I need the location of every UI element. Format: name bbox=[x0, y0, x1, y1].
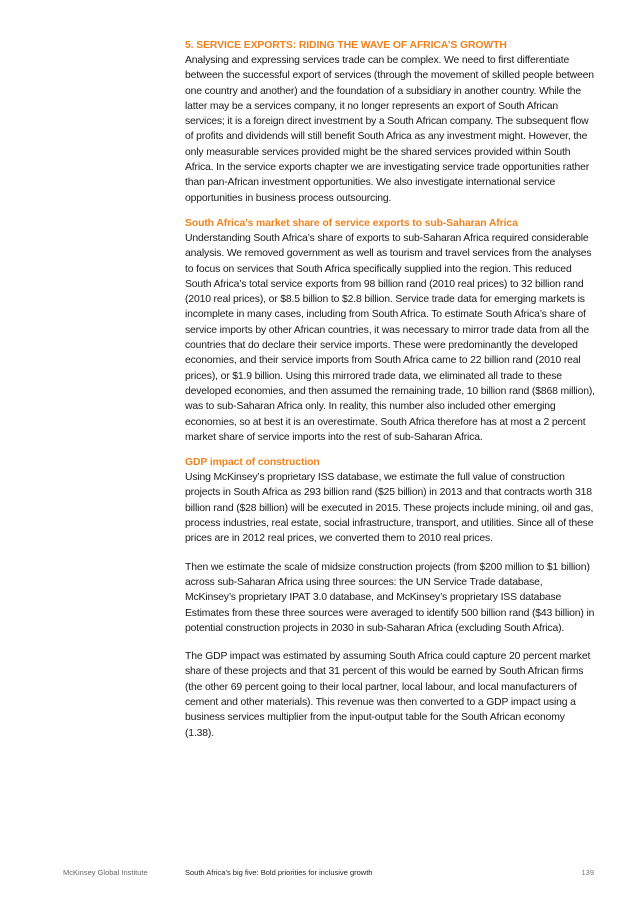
section-paragraph: Using McKinsey’s proprietary ISS database, we estimate the full value of construction projects in South Africa as 293 billion rand ($25 billion) in 2013 and that contracts worth 318 billion rand ($28 billion) will be executed in 2015. These projects include mining, oil and gas, process industries, real estate, social infrastructure, transport, and utilities. Since all of these prices are in 2012 real prices, we converted them to 2010 real prices. bbox=[185, 472, 594, 545]
section-heading-gdp-impact: GDP impact of construction bbox=[185, 457, 320, 469]
footer-report-title: South Africa’s big five: Bold priorities for inclusive growth bbox=[185, 868, 373, 877]
paragraph-spacer bbox=[185, 547, 595, 560]
section-heading-service-exports: 5. SERVICE EXPORTS: RIDING THE WAVE OF AFRICA’S GROWTH bbox=[185, 40, 507, 51]
footer-publisher: McKinsey Global Institute bbox=[63, 868, 148, 877]
section-heading-market-share: South Africa’s market share of service exports to sub-Saharan Africa bbox=[185, 217, 518, 229]
section-spacer bbox=[185, 445, 595, 455]
section-paragraph: Understanding South Africa’s share of exports to sub-Saharan Africa required considerable analysis. We removed government as well as tourism and travel services from the analyses to focus on services that South Africa specifically supplied into the region. This reduced South Africa’s total service exports from 98 billion rand (2010 real prices) to 32 billion rand (2010 real prices), or $8.5 billion to $2.8 billion. Service trade data for emerging markets is incomplete in many cases, including from South Africa. To estimate South Africa’s share of service imports by other African countries, it was necessary to mirror trade data from all the countries that do declare their service imports. These were predominantly the developed economies, and their service imports from South Africa came to 22 billion rand (2010 real prices), or $1.9 billion. Using this mirrored trade data, we eliminated all trade to these developed economies, and then assumed the remaining trade, 10 billion rand ($868 million), was to sub-Saharan Africa only. In reality, this number also included other emerging economies, so at best it is an overestimate. South Africa therefore has at most a 2 percent market share of service imports into the rest of sub-Saharan Africa. bbox=[185, 232, 595, 443]
main-content bbox=[185, 38, 595, 741]
section-spacer bbox=[185, 206, 595, 216]
section-paragraph: The GDP impact was estimated by assuming South Africa could capture 20 percent market share of these projects and that 31 percent of this would be earned by South African firms (the other 69 percent going to their local partner, local labour, and local manufacturers of cement and other materials). This revenue was then converted to a GDP impact using a business services multiplier from the input-output table for the South African economy (1.38). bbox=[185, 651, 591, 739]
footer-page-number: 139 bbox=[581, 868, 594, 877]
section-paragraph: Analysing and expressing services trade can be complex. We need to first differentiate between the successful export of services (through the movement of skilled people between one country and another) and the foundation of a subsidiary in another country. While the latter may be a services company, it no longer represents an export of South African services; it is a foreign direct investment by a South African company. The subsequent flow of profits and dividends will still benefit South Africa as any investment might. However, the only measurable services provided might be the shared services provided within South Africa. In the service exports chapter we are investigating service trade opportunities rather than pan-African investment opportunities. We also investigate international service opportunities in business process outsourcing. bbox=[185, 55, 594, 204]
section-paragraph: Then we estimate the scale of midsize construction projects (from $200 million to $1 billion) across sub-Saharan Africa using three sources: the UN Service Trade database, McKinsey’s proprietary IPAT 3.0 database, and McKinsey’s proprietary ISS database Estimates from these three sources were averaged to identify 500 billion rand ($43 billion) in potential construction projects in 2030 in sub-Saharan Africa (excluding South Africa). bbox=[185, 561, 595, 634]
paragraph-spacer bbox=[185, 636, 595, 649]
